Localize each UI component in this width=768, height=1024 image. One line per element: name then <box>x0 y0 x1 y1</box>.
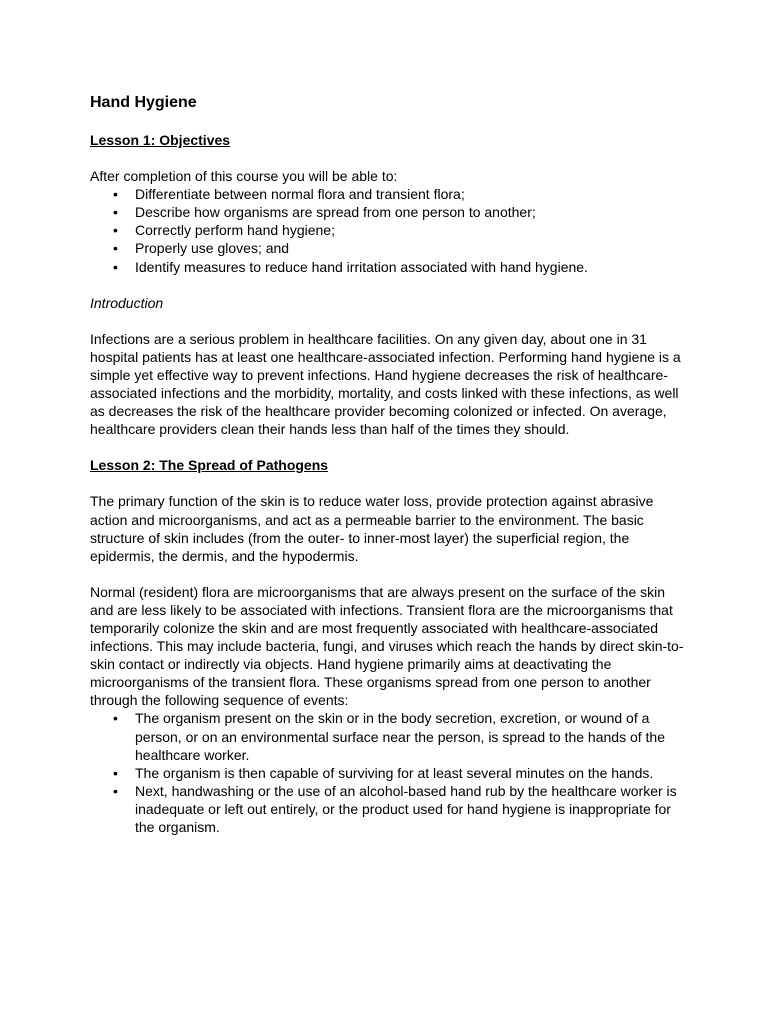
lesson-1-heading: Lesson 1: Objectives <box>90 132 231 148</box>
lesson-2-heading: Lesson 2: The Spread of Pathogens <box>90 457 329 474</box>
objective-text: Properly use gloves; and <box>135 240 290 257</box>
spread-sequence-list <box>90 709 690 836</box>
objective-text: Differentiate between normal flora and transient flora; <box>135 186 465 203</box>
objective-item <box>113 203 690 221</box>
objective-item <box>113 258 690 276</box>
objective-item <box>113 185 690 203</box>
skin-function-paragraph: The primary function of the skin is to reduce water loss, provide protection against abrasive action and microorganisms, and act as a permeable barrier to the environment. The basic structure of skin includes (from the outer- to inner-most layer) the superficial region, the epidermis, the dermis, and the hypodermis. <box>90 493 654 564</box>
bullet-icon: • <box>113 204 118 221</box>
bullet-icon: • <box>113 710 118 727</box>
sequence-item <box>113 782 690 836</box>
bullet-icon: • <box>113 782 118 799</box>
objective-text: Identify measures to reduce hand irritation associated with hand hygiene. <box>135 258 588 275</box>
bullet-icon: • <box>113 222 118 239</box>
objective-item <box>113 239 690 257</box>
introduction-heading: Introduction <box>90 294 164 311</box>
document-title: Hand Hygiene <box>90 94 197 111</box>
bullet-icon: • <box>113 764 118 781</box>
bullet-icon: • <box>113 186 118 203</box>
objective-text: Correctly perform hand hygiene; <box>135 222 335 239</box>
document-body <box>90 93 690 854</box>
bullet-icon: • <box>113 258 118 275</box>
objectives-intro: After completion of this course you will be able to: <box>90 168 398 185</box>
sequence-text: The organism is then capable of surviving for at least several minutes on the hands. <box>135 764 654 781</box>
introduction-paragraph: Infections are a serious problem in healthcare facilities. On any given day, about one in 31 hospital patients has at least one healthcare-associated infection. Performing hand hygiene is a simple yet effective way to prevent infections. Hand hygiene decreases the risk of healthcare-associated infections and the morbidity, mortality, and costs linked with these infections, as well as decreases the risk of the healthcare provider becoming colonized or infected. On average, healthcare providers clean their hands less than half of the times they should. <box>90 330 681 438</box>
sequence-text: Next, handwashing or the use of an alcohol-based hand rub by the healthcare worker is inadequate or left out entirely, or the product used for hand hygiene is inappropriate for the organism. <box>135 782 677 835</box>
flora-paragraph: Normal (resident) flora are microorganisms that are always present on the surface of the skin and are less likely to be associated with infections. Transient flora are the microorganisms that temporarily colonize the skin and are most frequently associated with healthcare-associated infections. This may include bacteria, fungi, and viruses which reach the hands by direct skin-to-skin contact or indirectly via objects. Hand hygiene primarily aims at deactivating the microorganisms of the transient flora. These organisms spread from one person to another through the following sequence of events: <box>90 583 684 709</box>
objective-text: Describe how organisms are spread from one person to another; <box>135 204 536 221</box>
sequence-text: The organism present on the skin or in the body secretion, excretion, or wound of a person, or on an environmental surface near the person, is spread to the hands of the healthcare worker. <box>135 710 665 763</box>
objectives-list <box>90 185 690 275</box>
objective-item <box>113 221 690 239</box>
sequence-item <box>113 764 690 782</box>
bullet-icon: • <box>113 240 118 257</box>
sequence-item <box>113 709 690 763</box>
